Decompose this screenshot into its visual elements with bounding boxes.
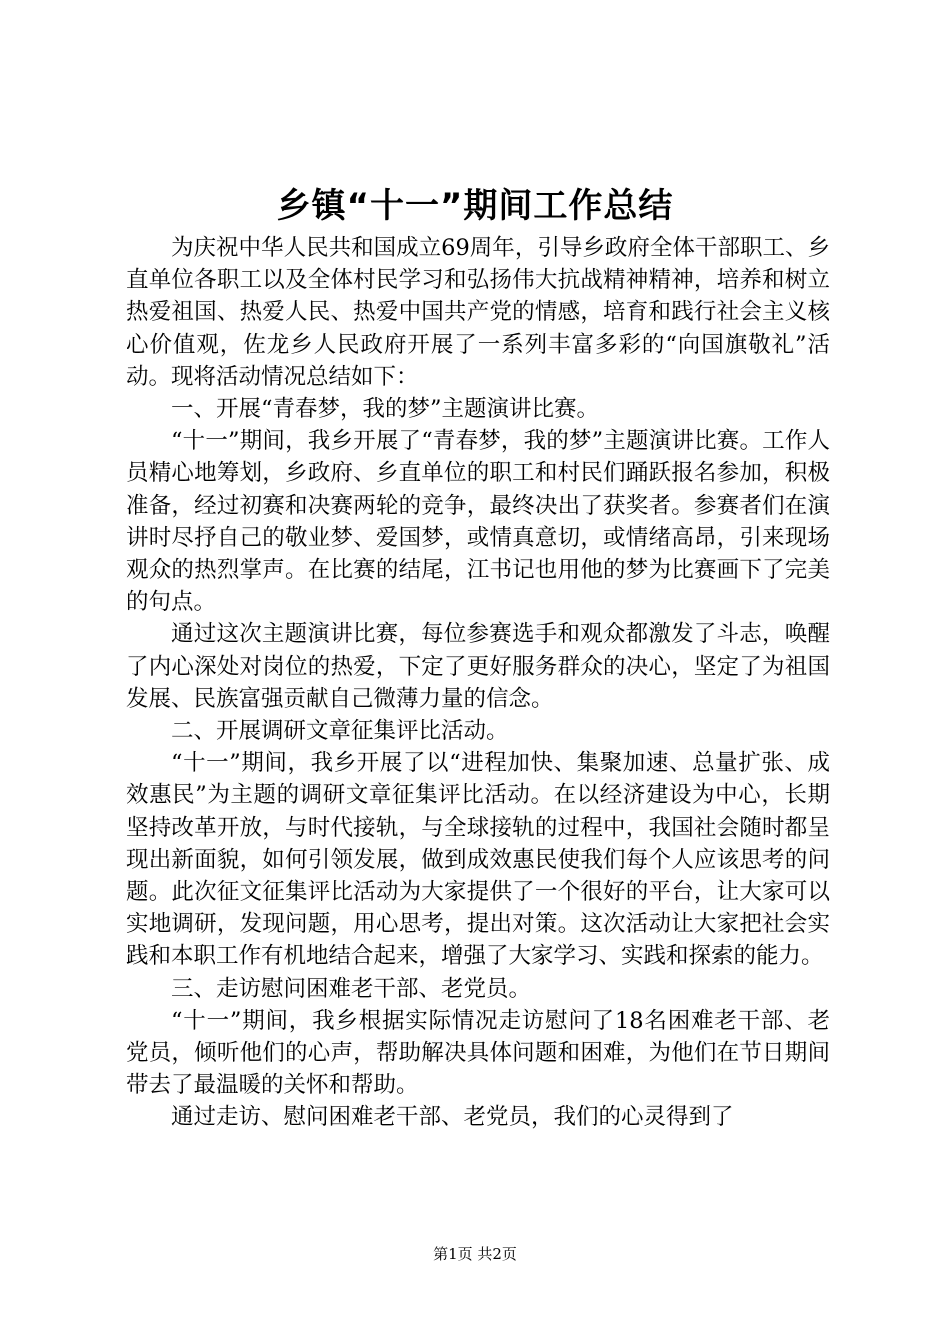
paragraph-section-1-result: 通过这次主题演讲比赛，每位参赛选手和观众都激发了斗志，唤醒了内心深处对岗位的热爱，下定了更好服务群众的决心，坚定了为祖国发展、民族富强贡献自己微薄力量的信念。: [126, 621, 830, 712]
paragraph-section-3-result: 通过走访、慰问困难老干部、老党员，我们的心灵得到了: [171, 1104, 734, 1131]
section-heading-2: 二、开展调研文章征集评比活动。: [171, 718, 509, 745]
paragraph-section-3: “十一”期间，我乡根据实际情况走访慰问了18名困难老干部、老党员，倾听他们的心声，帮助解决具体问题和困难，为他们在节日期间带去了最温暖的关怀和帮助。: [126, 1007, 830, 1099]
section-heading-1: 一、开展“青春梦，我的梦”主题演讲比赛。: [171, 396, 600, 423]
page-number: 第1页 共2页: [433, 1245, 517, 1263]
document-title: 乡镇“十一”期间工作总结: [276, 186, 674, 226]
section-heading-3: 三、走访慰问困难老干部、老党员。: [171, 975, 532, 1002]
document-body: [126, 232, 830, 1134]
paragraph-section-2: “十一”期间，我乡开展了以“进程加快、集聚加速、总量扩张、成效惠民”为主题的调研文章征集评比活动。在以经济建设为中心，长期坚持改革开放，与时代接轨，与全球接轨的过程中，我国社会随时都呈现出新面貌，如何引领发展，做到成效惠民使我们每个人应该思考的问题。此次征文征集评比活动为大家提供了一个很好的平台，让大家可以实地调研，发现问题，用心思考，提出对策。这次活动让大家把社会实践和本职工作有机地结合起来，增强了大家学习、实践和探索的能力。: [126, 750, 830, 970]
paragraph-intro: 为庆祝中华人民共和国成立69周年，引导乡政府全体干部职工、乡直单位各职工以及全体村民学习和弘扬伟大抗战精神精神，培养和树立热爱祖国、热爱人民、热爱中国共产党的情感，培育和践行社会主义核心价值观，佐龙乡人民政府开展了一系列丰富多彩的“向国旗敬礼”活动。现将活动情况总结如下：: [126, 235, 830, 390]
paragraph-section-1: “十一”期间，我乡开展了“青春梦，我的梦”主题演讲比赛。工作人员精心地筹划，乡政府、乡直单位的职工和村民们踊跃报名参加，积极准备，经过初赛和决赛两轮的竞争，最终决出了获奖者。参赛者们在演讲时尽抒自己的敬业梦、爱国梦，或情真意切，或情绪高昂，引来现场观众的热烈掌声。在比赛的结尾，江书记也用他的梦为比赛画下了完美的句点。: [126, 428, 830, 616]
